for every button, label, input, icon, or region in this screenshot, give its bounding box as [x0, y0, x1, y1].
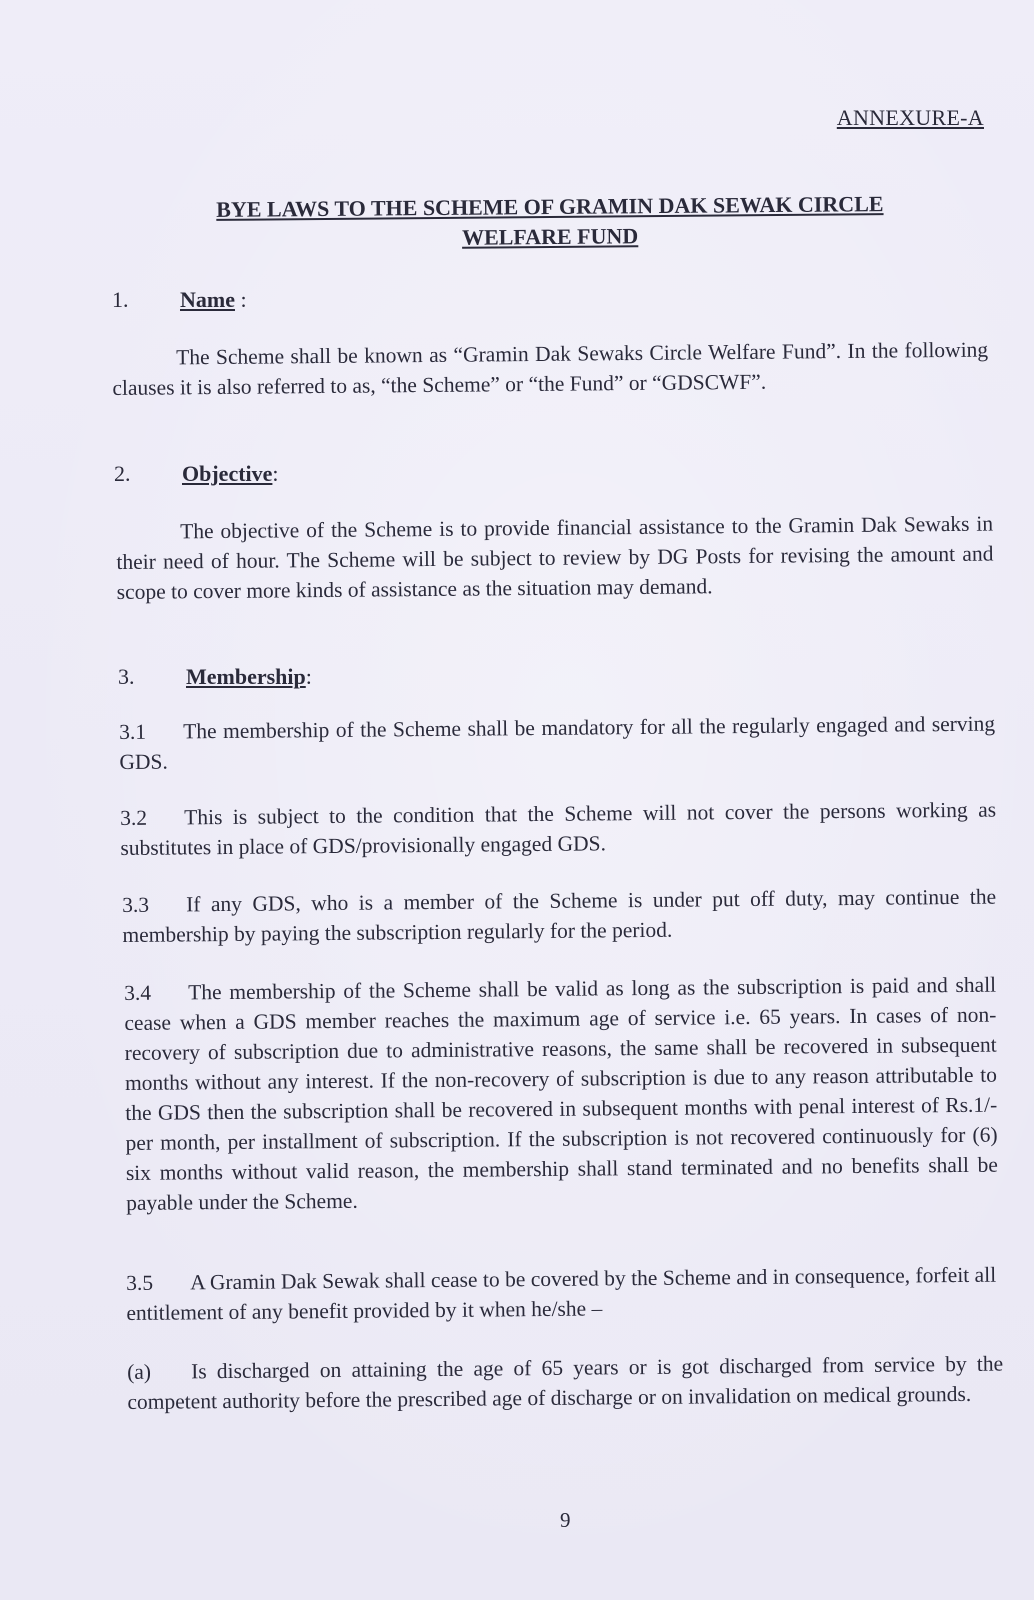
clause-number: 3.2	[120, 805, 148, 830]
section-body-name	[112, 335, 989, 403]
section-label-suffix: :	[234, 287, 247, 312]
section-label: Objective	[182, 461, 273, 486]
clause-text: If any GDS, who is a member of the Scheme is under put off duty, may continue the membership by paying the subscription regularly for the period.	[122, 884, 997, 947]
clause-number: 3.4	[124, 980, 152, 1005]
page-number: 9	[560, 1508, 571, 1532]
section-label-suffix: :	[272, 461, 279, 486]
section-body-objective	[116, 509, 994, 607]
clause-3-2	[120, 795, 997, 863]
section-heading-membership	[118, 664, 312, 690]
section-heading-name	[112, 287, 247, 313]
document-title	[150, 189, 950, 256]
clause-3-3	[122, 882, 997, 950]
clause-number: 3.1	[119, 719, 147, 744]
clause-3-5	[126, 1260, 997, 1328]
section-label-suffix: :	[305, 664, 312, 689]
clause-number: (a)	[127, 1359, 152, 1384]
section-heading-objective	[114, 461, 279, 487]
clause-text: A Gramin Dak Sewak shall cease to be covered by the Scheme and in consequence, forfeit all entitlement of any benefit provided by it when he/she –	[126, 1262, 997, 1325]
clause-text: The membership of the Scheme shall be valid as long as the subscription is paid and shall cease when a GDS member reaches the maximum age of service i.e. 65 years. In cases of non-recovery of subscription due to administrative reasons, the same shall be recovered in subsequent months without any interest. If the non-recovery of subscription is due to any reason attributable to the GDS then the subscription shall be recovered in subsequent months with penal interest of Rs.1/- per month, per installment of subscription. If the subscription is not recovered continuously for (6) six months without valid reason, the membership shall stand terminated and no benefits shall be payable under the Scheme.	[124, 972, 998, 1215]
section-number: 3.	[118, 664, 135, 689]
document-title-line-2: WELFARE FUND	[461, 223, 639, 250]
clause-text: The membership of the Scheme shall be mandatory for all the regularly engaged and serving GDS.	[119, 711, 996, 774]
name-text: The Scheme shall be known as “Gramin Dak Sewaks Circle Welfare Fund”. In the following clauses it is also referred to as, “the Scheme” or “the Fund” or “GDSCWF”.	[112, 337, 989, 400]
clause-3-4	[124, 970, 998, 1218]
document-title-line-1: BYE LAWS TO THE SCHEME OF GRAMIN DAK SEWAK CIRCLE	[216, 191, 884, 222]
clause-number: 3.5	[126, 1270, 154, 1295]
clause-3-5-a	[127, 1349, 1004, 1417]
clause-text: Is discharged on attaining the age of 65 years or is got discharged from service by the competent authority before the prescribed age of discharge or on invalidation on medical grounds.	[127, 1351, 1004, 1414]
clause-text: This is subject to the condition that the Scheme will not cover the persons working as substitutes in place of GDS/provisionally engaged GDS.	[120, 797, 997, 860]
section-label: Membership	[186, 664, 306, 689]
annexure-label: ANNEXURE-A	[836, 105, 984, 130]
section-number: 2.	[114, 461, 131, 486]
section-number: 1.	[112, 287, 129, 312]
objective-text: The objective of the Scheme is to provide financial assistance to the Gramin Dak Sewaks in their need of hour. The Scheme will be subject to review by DG Posts for revising the amount and scope to cover more kinds of assistance as the situation may demand.	[116, 511, 994, 604]
section-label: Name	[180, 287, 235, 312]
clause-3-1	[119, 709, 996, 777]
clause-number: 3.3	[122, 892, 150, 917]
